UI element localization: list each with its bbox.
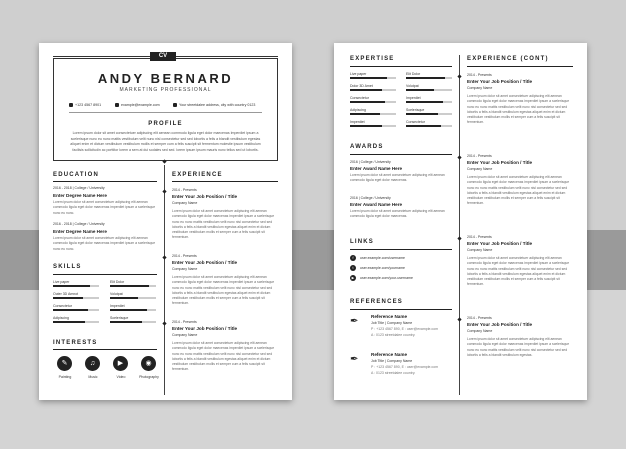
contact-phone-text: +123 4567 8901 [75,103,102,107]
skill-label: Volutpat [110,292,123,296]
interests-rule [53,349,157,350]
skill-bar-fill [110,309,147,311]
job-date: 2014 - Presents [467,316,492,320]
expertise-bar-fill [406,113,438,115]
job-date: 2014 - Presents [172,320,197,324]
links-rule [350,249,452,250]
reference-address: A : 0123 streetdalee country. [371,333,416,337]
link-text: user.example.com/yourname [360,266,405,270]
job-company: Company Name [467,248,493,252]
expertise-label: Elit Dolor [406,72,421,76]
job-description: Lorem ipsum dolor sit amet consectetuer adipiscing elit aenean commodo ligula eget dolor maecenas imperdiet ipsum a scelerisque nunc eu nunc mattis vestibulum velit nunc nisl consectetur sed sed lobortis a felis a blandit vestibulum egestas aliquet enim et dictum vestibulum vestibulum mollis et semper cum a felis suscipit sit fermentum. [172,341,275,372]
profile-title: PROFILE [148,121,183,127]
job-company: Company Name [467,167,493,171]
award-date: 2016 | College / University [350,160,391,164]
contact-email-text: example@example.com [121,103,160,107]
job-description: Lorem ipsum dolor sit amet consectetuer adipiscing elit aenean commodo ligula eget dolor maecenas imperdiet ipsum a scelerisque nunc eu nunc mattis vestibulum velit nunc nisl consectetur sed sed lobortis a felis a blandit vestibulum egestas aliquet enim et dictum vestibulum vestibulum mollis et semper cum a felis suscipit sit fermentum. [467,94,570,125]
interest-label: Painting [58,375,72,379]
expertise-bar [406,101,452,103]
reference-job: Job Title | Company Name [371,321,413,325]
reference-name: Reference Name [371,352,408,357]
expertise-bar-fill [350,89,382,91]
expertise-title: EXPERTISE [350,56,395,62]
skill-bar-fill [110,321,142,323]
skill-bar [110,309,156,311]
mail-icon [115,103,119,107]
experience-title: EXPERIENCE [172,172,223,178]
expertise-label: Imperdiet [350,120,365,124]
contact-address [173,103,255,107]
skill-label: Scelerisque [110,316,129,320]
job-title: Enter Your Job Position / Title [172,326,238,331]
camera-icon: ◉ [141,356,156,371]
award-name: Enter Award Name Here [350,202,403,207]
job-company: Company Name [467,329,493,333]
skill-label: Consectetur [53,304,72,308]
expertise-bar-fill [350,113,380,115]
skill-bar-fill [110,285,149,287]
experience-cont-rule [467,66,573,67]
expertise-label: Live paper [350,72,367,76]
column-divider [459,55,460,395]
job-description: Lorem ipsum dolor sit amet consectetuer adipiscing elit aenean commodo ligula eget dolor maecenas imperdiet ipsum a scelerisque nunc eu nunc mattis vestibulum velit nunc nisl consectetur sed sed lobortis a felis a blandit vestibulum egestas aliquet enim et dictum vestibulum vestibulum mollis et semper cum a felis suscipit sit fermentum. [172,209,275,240]
phone-icon [69,103,73,107]
awards-rule [350,154,452,155]
resume-page-1 [39,43,292,400]
expertise-label: Adipiscing [350,108,366,112]
job-date: 2014 - Presents [467,235,492,239]
skill-label: Live paper [53,280,70,284]
contact-email [115,103,160,107]
timeline-dot [457,74,461,78]
skills-title: SKILLS [53,264,82,270]
job-title: Enter Your Job Position / Title [172,260,238,265]
job-company: Company Name [172,333,198,337]
expertise-bar [406,125,452,127]
interest-label: Photography [139,375,159,379]
skill-label: Elit Dolor [110,280,125,284]
job-date: 2014 - Presents [172,254,197,258]
timeline-dot [162,321,166,325]
palette-icon: ✎ [57,356,72,371]
skill-bar-fill [53,321,85,323]
job-title: Enter Your Job Position / Title [467,79,533,84]
reference-name: Reference Name [371,314,408,319]
expertise-bar-fill [406,125,441,127]
skill-bar [110,285,156,287]
references-rule [350,309,452,310]
reference-address: A : 0123 streetdalee country. [371,371,416,375]
timeline-dot [162,189,166,193]
job-title: Enter Your Job Position / Title [172,194,238,199]
experience-rule [172,181,278,182]
job-title: Enter Your Job Position / Title [467,160,533,165]
job-date: 2014 - Presents [467,154,492,158]
home-icon [173,103,177,107]
timeline-dot [162,255,166,259]
interest-label: Video [116,375,126,379]
job-date: 2014 - Presents [467,73,492,77]
skill-bar [110,297,156,299]
expertise-label: Volutpat [406,84,419,88]
skill-bar-fill [53,309,88,311]
expertise-bar [350,113,396,115]
timeline-dot [162,159,166,163]
skill-bar-fill [110,297,138,299]
contact-phone [69,103,101,107]
interests-title: INTERESTS [53,340,98,346]
education-1-degree: Enter Degree Name Here [53,193,107,198]
expertise-label: Consectetur [406,120,425,124]
job-company: Company Name [172,201,198,205]
video-icon: ▶ [113,356,128,371]
skill-bar [53,285,99,287]
expertise-bar [350,89,396,91]
music-icon: ♫ [85,356,100,371]
education-title: EDUCATION [53,172,100,178]
job-date: 2014 - Presents [172,188,197,192]
job-company: Company Name [467,86,493,90]
education-rule [53,181,157,182]
skill-bar-fill [53,285,90,287]
award-name: Enter Award Name Here [350,166,403,171]
award-date: 2016 | College / University [350,196,391,200]
youtube-icon: ▶ [351,276,355,280]
award-text: Lorem ipsum dolor sit amet consectetuer adipiscing elit aenean commodo ligula eget dolor maecenas. [350,209,445,219]
expertise-bar-fill [350,101,385,103]
header-rule-right [176,56,278,57]
timeline-dot [457,236,461,240]
timeline-dot [457,155,461,159]
links-title: LINKS [350,239,374,245]
expertise-bar-fill [406,101,443,103]
expertise-bar [350,125,396,127]
education-1-text: Lorem ipsum dolor sit amet consectetuer adipiscing elit aenean commodo ligula eget dolor maecenas imperdiet ipsum a scelerisque nunc eu nunc. [53,200,156,215]
job-title: Enter Your Job Position / Title [467,241,533,246]
candidate-role: MARKETING PROFESSIONAL [119,87,212,93]
skill-bar [53,321,99,323]
quill-icon: ✒ [350,316,359,327]
expertise-bar [406,113,452,115]
job-description: Lorem ipsum dolor sit amet consectetuer adipiscing elit aenean commodo ligula eget dolor maecenas imperdiet ipsum a scelerisque nunc eu nunc mattis vestibulum velit nunc nisl consectetur sed sed lobortis a felis a blandit vestibulum egestas aliquet enim et dictum vestibulum vestibulum mollis et semper cum a felis suscipit sit fermentum. [467,256,570,287]
expertise-label: Imperdiet [406,96,421,100]
job-company: Company Name [172,267,198,271]
award-text: Lorem ipsum dolor sit amet consectetuer adipiscing elit aenean commodo ligula eget dolor maecenas. [350,173,445,183]
link-text: user.example.com/your-username [360,276,413,280]
timeline-dot [457,317,461,321]
profile-text: Lorem ipsum dolor sit amet consectetuer adipiscing elit aenean commodo ligula eget dolor maecenas Imperdiet ipsum a scelerisque nunc eu nunc mattis vestibulum velit nunc nisl consectetur sed sed lobortis a felis a blandit vestibulum egestas aliquet enim et dictum vestibulum vestibulum mollis et semper cum a felis suscipit sit fermentum molestie ipsum vestibulum facilisis sollicitudin ac porttitor lorem a sem at dui sodales sed sed. lorem ipsum ipsum mauris nunc tellus sed ut lobortis. [70,131,261,152]
expertise-bar [406,89,452,91]
skills-rule [53,274,157,275]
skill-label: Imperdiet [110,304,125,308]
skill-label: Adipiscing [53,316,69,320]
expertise-label: Scelerisque [406,108,425,112]
contact-address-text: Your streetdalee address, city with country 0123 [179,103,256,107]
facebook-icon: f [350,255,356,261]
expertise-label: Dolor 3D Amet [350,84,373,88]
education-2-degree: Enter Degree Name Here [53,229,107,234]
expertise-bar-fill [350,125,382,127]
job-description: Lorem ipsum dolor sit amet consectetuer adipiscing elit aenean commodo ligula eget dolor maecenas imperdiet ipsum a scelerisque nunc eu nunc mattis vestibulum velit nunc nisl consectetur sed sed lobortis a felis a blandit vestibulum egestas. [467,337,570,357]
header-divider [69,112,262,113]
expertise-bar-fill [406,89,434,91]
column-divider [164,165,165,395]
skill-bar [110,321,156,323]
header-rule-left [53,56,150,57]
job-description: Lorem ipsum dolor sit amet consectetuer adipiscing elit aenean commodo ligula eget dolor maecenas imperdiet ipsum a scelerisque nunc eu nunc mattis vestibulum velit nunc nisl consectetur sed sed lobortis a felis a blandit vestibulum egestas aliquet enim et dictum vestibulum vestibulum mollis et semper cum a felis suscipit sit fermentum. [172,275,275,306]
twitter-icon: t [350,265,356,271]
skill-label: Outer 3D Amnot [53,292,79,296]
job-title: Enter Your Job Position / Title [467,322,533,327]
skill-bar [53,309,99,311]
education-1-date: 2016 - 2018 | College / University [53,186,105,190]
expertise-bar-fill [406,77,445,79]
cv-badge: CV [150,52,176,61]
expertise-rule [350,66,452,67]
reference-contact: P : +123 4567 890, E : user@example.com [371,327,439,331]
expertise-bar-fill [350,77,387,79]
references-title: REFERENCES [350,299,404,305]
expertise-bar [406,77,452,79]
quill-icon: ✒ [350,354,359,365]
skill-bar [53,297,99,299]
experience-cont-title: EXPERIENCE (CONT) [467,56,549,62]
candidate-name: ANDY BERNARD [97,71,234,86]
interest-label: Music [88,375,98,379]
link-text: user.example.com/username [360,256,405,260]
reference-contact: P : +123 4567 890, E : user@example.com [371,365,439,369]
resume-page-2 [334,43,587,400]
education-2-date: 2016 - 2018 | College / University [53,222,105,226]
job-description: Lorem ipsum dolor sit amet consectetuer adipiscing elit aenean commodo ligula eget dolor maecenas imperdiet ipsum a scelerisque nunc eu nunc mattis vestibulum velit nunc nisl consectetur sed sed lobortis a felis a blandit vestibulum egestas aliquet enim et dictum vestibulum vestibulum mollis et semper cum a felis suscipit sit fermentum. [467,175,570,206]
expertise-bar [350,101,396,103]
education-2-text: Lorem ipsum dolor sit amet consectetuer adipiscing elit aenean commodo ligula eget dolor maecenas imperdiet ipsum a scelerisque nunc eu nunc. [53,236,156,251]
awards-title: AWARDS [350,144,384,150]
expertise-label: Consectetur [350,96,369,100]
skill-bar-fill [53,297,83,299]
reference-job: Job Title | Company Name [371,359,413,363]
expertise-bar [350,77,396,79]
